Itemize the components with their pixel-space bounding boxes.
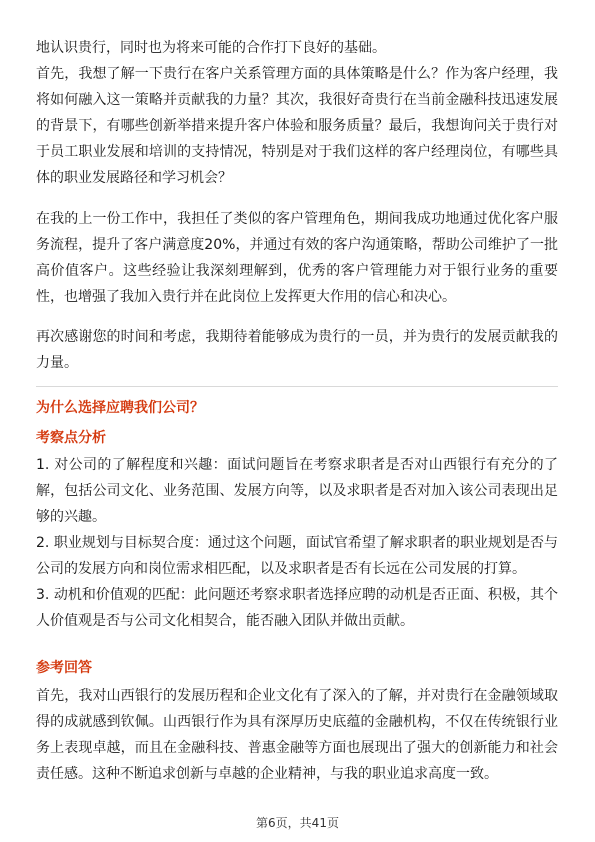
paragraph-closing-line: 地认识贵行，同时也为将来可能的合作打下良好的基础。 [36, 40, 386, 56]
paragraph-questions: 首先，我想了解一下贵行在客户关系管理方面的具体策略是什么？作为客户经理，我将如何融入这一策略并贡献我的力量？其次，我很好奇贵行在当前金融科技迅速发展的背景下，有哪些创新举措来提升客户体验和服务质量？最后，我想询问关于贵行对于员工职业发展和培训的支持情况，特别是对于我们这样的客户经理岗位，有哪些具体的职业发展路径和学习机会？ [36, 66, 558, 186]
analysis-item: 2. 职业规划与目标契合度：通过这个问题，面试官希望了解求职者的职业规划是否与公司的发展方向和岗位需求相匹配，以及求职者是否有长远在公司发展的打算。 [36, 535, 558, 577]
question-title: 为什么选择应聘我们公司？ [36, 400, 204, 416]
answer-text: 首先，我对山西银行的发展历程和企业文化有了深入的了解，并对贵行在金融领域取得的成就感到钦佩。山西银行作为具有深厚历史底蕴的金融机构，不仅在传统银行业务上表现卓越，而且在金融科技、普惠金融等方面也展现出了强大的创新能力和社会责任感。这种不断追求创新与卓越的企业精神，与我的职业追求高度一致。 [36, 688, 558, 782]
section-divider [36, 386, 558, 387]
analysis-list [36, 452, 558, 634]
analysis-item: 3. 动机和价值观的匹配：此问题还考察求职者选择应聘的动机是否正面、积极，其个人价值观是否与公司文化相契合，能否融入团队并做出贡献。 [36, 587, 558, 629]
analysis-heading: 考察点分析 [36, 430, 106, 446]
answer-heading: 参考回答 [36, 660, 92, 676]
page-number: 第6页，共41页 [256, 816, 339, 830]
paragraph-experience: 在我的上一份工作中，我担任了类似的客户管理角色，期间我成功地通过优化客户服务流程，提升了客户满意度20%，并通过有效的客户沟通策略，帮助公司维护了一批高价值客户。这些经验让我深刻理解到，优秀的客户管理能力对于银行业务的重要性，也增强了我加入贵行并在此岗位上发挥更大作用的信心和决心。 [36, 211, 558, 305]
paragraph-thanks: 再次感谢您的时间和考虑，我期待着能够成为贵行的一员，并为贵行的发展贡献我的力量。 [36, 329, 558, 371]
analysis-item: 1. 对公司的了解程度和兴趣：面试问题旨在考察求职者是否对山西银行有充分的了解，包括公司文化、业务范围、发展方向等，以及求职者是否对加入该公司表现出足够的兴趣。 [36, 457, 558, 525]
